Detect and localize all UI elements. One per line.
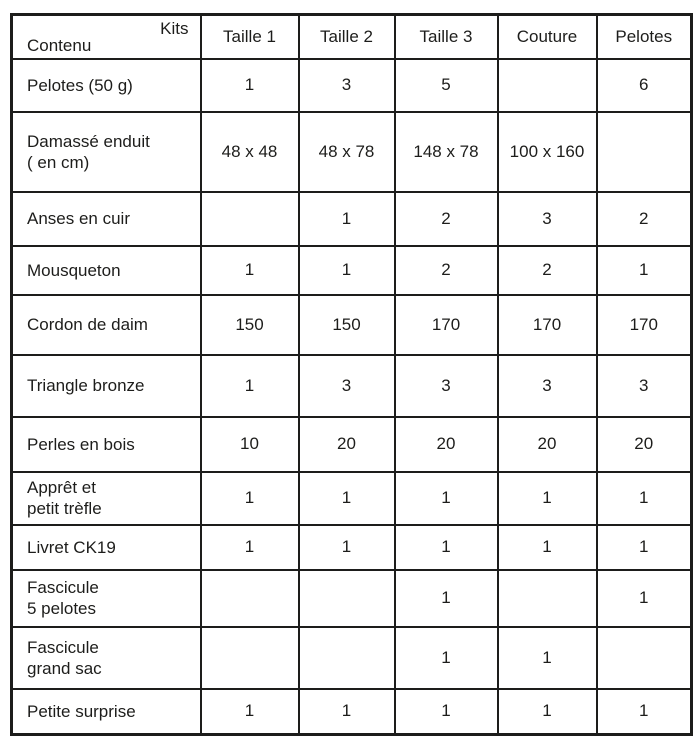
cell-value: [299, 570, 395, 627]
table-row-fascicule-grand-sac: [12, 627, 692, 689]
table-row-appret-petit-trefle: [12, 472, 692, 525]
table-row-damasse-enduit: [12, 112, 692, 192]
cell-value: 20: [597, 417, 692, 472]
cell-value: [201, 570, 299, 627]
cell-value: [498, 59, 597, 112]
table-row-mousqueton: [12, 246, 692, 295]
cell-value: [498, 570, 597, 627]
cell-value: 1: [299, 689, 395, 735]
table-body: [12, 59, 692, 735]
cell-value: 100 x 160: [498, 112, 597, 192]
cell-value: 10: [201, 417, 299, 472]
cell-value: 1: [395, 689, 498, 735]
cell-value: [201, 192, 299, 246]
corner-kits-label: Kits: [160, 19, 189, 38]
column-header-pelotes: Pelotes: [597, 15, 692, 59]
column-header-taille-3: Taille 3: [395, 15, 498, 59]
cell-value: 1: [299, 525, 395, 570]
cell-value: 20: [498, 417, 597, 472]
row-label: Apprêt et petit trèfle: [12, 472, 201, 525]
cell-value: 1: [597, 689, 692, 735]
cell-value: 150: [299, 295, 395, 355]
cell-value: 1: [597, 570, 692, 627]
cell-value: 2: [597, 192, 692, 246]
kits-contents-table: [10, 13, 693, 736]
cell-value: 48 x 78: [299, 112, 395, 192]
cell-value: 1: [498, 525, 597, 570]
table-row-anses-en-cuir: [12, 192, 692, 246]
cell-value: [299, 627, 395, 689]
row-label: Pelotes (50 g): [12, 59, 201, 112]
table-row-livret-ck19: [12, 525, 692, 570]
cell-value: 5: [395, 59, 498, 112]
cell-value: 170: [597, 295, 692, 355]
cell-value: 1: [597, 472, 692, 525]
cell-value: 2: [498, 246, 597, 295]
cell-value: 1: [299, 192, 395, 246]
cell-value: 3: [597, 355, 692, 417]
cell-value: 3: [498, 355, 597, 417]
cell-value: 148 x 78: [395, 112, 498, 192]
cell-value: 1: [597, 525, 692, 570]
cell-value: 1: [201, 525, 299, 570]
cell-value: 1: [299, 246, 395, 295]
cell-value: 20: [299, 417, 395, 472]
row-label: Mousqueton: [12, 246, 201, 295]
table-row-cordon-de-daim: [12, 295, 692, 355]
table-row-pelotes-50g: [12, 59, 692, 112]
row-label: Fascicule 5 pelotes: [12, 570, 201, 627]
cell-value: [597, 627, 692, 689]
table-row-triangle-bronze: [12, 355, 692, 417]
cell-value: 1: [498, 472, 597, 525]
row-label: Petite surprise: [12, 689, 201, 735]
cell-value: 1: [395, 627, 498, 689]
table-header: [12, 15, 692, 59]
cell-value: 1: [395, 472, 498, 525]
cell-value: [201, 627, 299, 689]
cell-value: 20: [395, 417, 498, 472]
cell-value: 48 x 48: [201, 112, 299, 192]
row-label: Anses en cuir: [12, 192, 201, 246]
corner-cell: [12, 15, 201, 59]
table-row-fascicule-5-pelotes: [12, 570, 692, 627]
cell-value: 2: [395, 246, 498, 295]
cell-value: 1: [201, 355, 299, 417]
cell-value: 1: [201, 59, 299, 112]
column-header-taille-1: Taille 1: [201, 15, 299, 59]
row-label: Fascicule grand sac: [12, 627, 201, 689]
cell-value: 3: [299, 355, 395, 417]
row-label: Perles en bois: [12, 417, 201, 472]
cell-value: 3: [395, 355, 498, 417]
cell-value: 3: [299, 59, 395, 112]
row-label: Triangle bronze: [12, 355, 201, 417]
corner-contenu-label: Contenu: [27, 35, 92, 55]
cell-value: 170: [395, 295, 498, 355]
cell-value: 1: [498, 627, 597, 689]
cell-value: 1: [201, 689, 299, 735]
table-row-perles-en-bois: [12, 417, 692, 472]
cell-value: 2: [395, 192, 498, 246]
cell-value: [597, 112, 692, 192]
row-label: Damassé enduit ( en cm): [12, 112, 201, 192]
column-header-couture: Couture: [498, 15, 597, 59]
column-header-taille-2: Taille 2: [299, 15, 395, 59]
cell-value: 150: [201, 295, 299, 355]
cell-value: 1: [299, 472, 395, 525]
cell-value: 170: [498, 295, 597, 355]
cell-value: 1: [395, 525, 498, 570]
table-row-petite-surprise: [12, 689, 692, 735]
row-label: Cordon de daim: [12, 295, 201, 355]
cell-value: 1: [201, 472, 299, 525]
cell-value: 1: [498, 689, 597, 735]
header-row: [12, 15, 692, 59]
cell-value: 1: [395, 570, 498, 627]
cell-value: 1: [597, 246, 692, 295]
cell-value: 6: [597, 59, 692, 112]
cell-value: 3: [498, 192, 597, 246]
row-label: Livret CK19: [12, 525, 201, 570]
cell-value: 1: [201, 246, 299, 295]
